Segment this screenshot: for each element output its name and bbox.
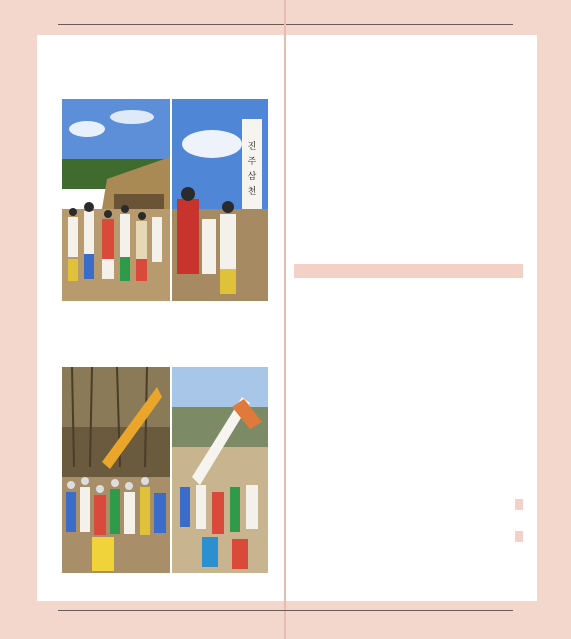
left-page	[37, 35, 284, 601]
photo-jinju-1	[62, 99, 170, 301]
svg-text:천: 천	[247, 187, 257, 197]
schedule-header-content	[354, 264, 523, 278]
svg-text:삼: 삼	[247, 172, 257, 182]
method-label	[515, 531, 523, 542]
photo-gangneung-1	[62, 367, 170, 573]
photo-gangneung-2	[172, 367, 268, 573]
svg-text:진: 진	[247, 142, 257, 152]
bottom-rule	[58, 610, 513, 611]
photo-jinju-2	[172, 99, 268, 301]
period-label	[515, 499, 523, 510]
right-page	[286, 35, 537, 601]
schedule-header-date	[294, 264, 354, 278]
svg-text:주: 주	[247, 157, 257, 167]
schedule-header	[294, 264, 523, 278]
